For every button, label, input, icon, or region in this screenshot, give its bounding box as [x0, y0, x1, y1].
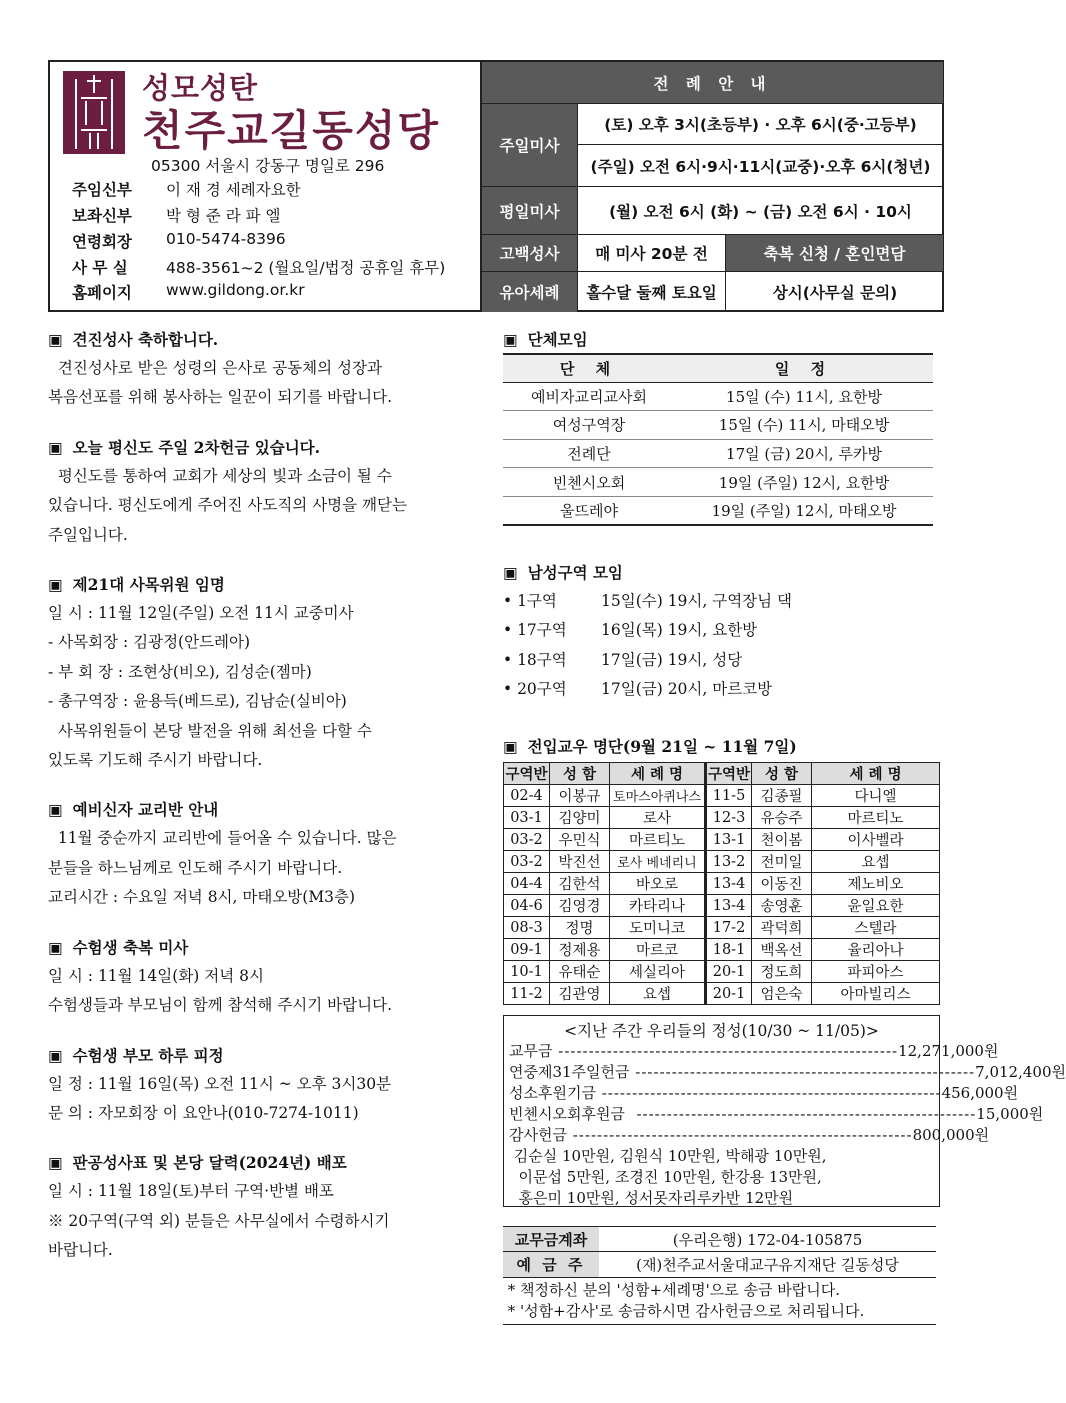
- account-holder-row: [503, 1252, 936, 1278]
- section-title: 단체모임: [527, 330, 588, 349]
- column-header: 단 체: [503, 354, 675, 382]
- list-item: [503, 646, 940, 675]
- name-cell: 송영훈: [752, 895, 812, 917]
- blessing-label: 축복 신청 / 혼인면담: [726, 235, 944, 272]
- district-label: • 1구역: [503, 592, 557, 610]
- info-label: 주임신부: [72, 181, 132, 199]
- group-schedule: 15일 (수) 11시, 마태오방: [675, 411, 933, 440]
- info-funeral: [72, 230, 286, 252]
- section-calendar: [48, 1151, 478, 1265]
- name-cell: 정제용: [550, 939, 610, 961]
- leader-dashes: --------------------------------------------------------: [624, 1105, 977, 1123]
- district-label: • 17구역: [503, 621, 567, 640]
- parish-info: [50, 62, 480, 310]
- text-line: 평신도를 통하여 교회가 세상의 빛과 소금이 될 수: [48, 466, 392, 485]
- name-cell: 정명: [550, 917, 610, 939]
- column-header: 일 정: [675, 354, 933, 382]
- table-row: [503, 439, 933, 468]
- district-cell: 11-5: [706, 785, 752, 807]
- offering-row: [509, 1125, 990, 1146]
- sunday-mass-sunday: (주일) 오전 6시·9시·11시(교중)·오후 6시(청년): [578, 145, 944, 187]
- baptismal-name-cell: 마르티노: [610, 829, 706, 851]
- square-bullet-icon: ▣: [48, 1154, 63, 1173]
- name-cell: 천이봄: [752, 829, 812, 851]
- table-row: [504, 829, 940, 851]
- list-item: [503, 587, 940, 616]
- bulletin-header: [48, 60, 944, 312]
- baptismal-name-cell: 마르코: [610, 939, 706, 961]
- text-line: 있습니다. 평신도에게 주어진 사도직의 사명을 깨닫는: [48, 496, 407, 515]
- name-cell: 이봉규: [550, 785, 610, 807]
- account-info: [503, 1226, 936, 1325]
- weekday-mass-times: (월) 오전 6시 (화) ~ (금) 오전 6시 · 10시: [578, 187, 944, 235]
- table-row: [504, 961, 940, 983]
- column-header: 세 례 명: [610, 763, 706, 785]
- list-item: [503, 616, 940, 645]
- baptismal-name-cell: 세실리아: [610, 961, 706, 983]
- district-cell: 11-2: [504, 983, 550, 1005]
- sunday-mass-saturday: (토) 오후 3시(초등부) · 오후 6시(중·고등부): [578, 104, 944, 145]
- name-cell: 유태순: [550, 961, 610, 983]
- district-cell: 03-2: [504, 851, 550, 873]
- text-line: 주일입니다.: [48, 525, 128, 544]
- leader-dashes: --------------------------------------------------------: [595, 1084, 942, 1102]
- group-name: 여성구역장: [503, 411, 675, 440]
- confession-label: 고백성사: [482, 235, 578, 272]
- offering-row: [509, 1104, 1044, 1125]
- text-line: 일 정 : 11월 16일(목) 오전 11시 ~ 오후 3시30분: [48, 1074, 392, 1093]
- info-label: 홈페이지: [72, 284, 132, 302]
- square-bullet-icon: ▣: [48, 331, 63, 349]
- text-line: 있도록 기도해 주시기 바랍니다.: [48, 751, 263, 770]
- info-value: 이 재 경 세례자요한: [166, 181, 301, 199]
- name-cell: 곽덕희: [752, 917, 812, 939]
- text-line: 문 의 : 자모회장 이 요안나(010-7274-1011): [48, 1103, 359, 1122]
- baptismal-name-cell: 로사: [610, 807, 706, 829]
- text-line: 견진성사로 받은 성령의 은사로 공동체의 성장과: [48, 359, 382, 377]
- section-men-districts: [503, 561, 940, 705]
- district-label: • 20구역: [503, 680, 567, 699]
- newcomers-body: [504, 785, 940, 1005]
- table-header: [503, 354, 933, 382]
- table-row: [503, 382, 933, 411]
- donor-line: 홍은미 10만원, 성서못자리루카반 12만원: [509, 1189, 794, 1207]
- district-cell: 13-4: [706, 895, 752, 917]
- info-label: 연령회장: [72, 233, 132, 251]
- table-row: [504, 983, 940, 1005]
- group-schedule: 19일 (주일) 12시, 요한방: [675, 468, 933, 497]
- district-label: • 18구역: [503, 650, 567, 669]
- list-item: [503, 675, 940, 704]
- section-parent-retreat: [48, 1044, 478, 1129]
- district-schedule: 17일(금) 19시, 성당: [601, 650, 743, 669]
- district-cell: 13-1: [706, 829, 752, 851]
- liturgy-title: 전 례 안 내: [482, 62, 944, 104]
- text-line: ※ 20구역(구역 외) 분들은 사무실에서 수령하시기: [48, 1211, 390, 1230]
- donor-line: 이문섭 5만원, 조경진 10만원, 한강용 13만원,: [509, 1168, 822, 1186]
- section-title: 예비신자 교리반 안내: [72, 800, 219, 820]
- offering-label: 교무금: [509, 1042, 553, 1060]
- section-title: 수험생 축복 미사: [72, 937, 189, 957]
- district-cell: 10-1: [504, 961, 550, 983]
- column-header: 세 례 명: [812, 763, 940, 785]
- district-cell: 13-2: [706, 851, 752, 873]
- district-cell: 03-1: [504, 807, 550, 829]
- section-confirmation: [48, 328, 478, 413]
- baptismal-name-cell: 카타리나: [610, 895, 706, 917]
- district-cell: 02-4: [504, 785, 550, 807]
- column-header: 성 함: [752, 763, 812, 785]
- square-bullet-icon: ▣: [48, 938, 63, 957]
- text-line: 교리시간 : 수요일 저녁 8시, 마태오방(M3층): [48, 888, 356, 907]
- district-cell: 20-1: [706, 983, 752, 1005]
- table-row: [504, 851, 940, 873]
- section-title: 오늘 평신도 주일 2차헌금 있습니다.: [72, 437, 321, 457]
- baptismal-name-cell: 윤일요한: [812, 895, 940, 917]
- parish-address: 05300 서울시 강동구 명일로 296: [151, 157, 385, 175]
- name-cell: 엄은숙: [752, 983, 812, 1005]
- text-line: 수험생들과 부모님이 함께 참석해 주시기 바랍니다.: [48, 996, 392, 1015]
- confession-time: 매 미사 20분 전: [578, 235, 726, 272]
- name-cell: 김영경: [550, 895, 610, 917]
- offering-label: 감사헌금: [509, 1126, 567, 1144]
- district-cell: 03-2: [504, 829, 550, 851]
- column-header: 구역반: [504, 763, 550, 785]
- table-row: [504, 939, 940, 961]
- baptismal-name-cell: 파피아스: [812, 961, 940, 983]
- district-cell: 09-1: [504, 939, 550, 961]
- bank-account-row: [503, 1226, 936, 1252]
- district-cell: 04-6: [504, 895, 550, 917]
- district-cell: 13-4: [706, 873, 752, 895]
- group-name: 울뜨레야: [503, 496, 675, 525]
- account-holder-value: (재)천주교서울대교구유지재단 길동성당: [636, 1256, 899, 1274]
- district-cell: 08-3: [504, 917, 550, 939]
- offering-amount: 15,000원: [976, 1105, 1044, 1123]
- name-cell: 백옥선: [752, 939, 812, 961]
- text-line: 사목위원들이 본당 발전을 위해 최선을 다할 수: [48, 721, 372, 740]
- table-row: [504, 895, 940, 917]
- district-cell: 04-4: [504, 873, 550, 895]
- text-line: - 총구역장 : 윤용득(베드로), 김남순(실비아): [48, 692, 347, 711]
- offering-label: 성소후원기금: [509, 1084, 596, 1102]
- name-cell: 정도희: [752, 961, 812, 983]
- info-label: 보좌신부: [72, 207, 132, 225]
- offering-amount: 7,012,400원: [975, 1063, 1066, 1081]
- parish-name: 천주교길동성당: [142, 106, 441, 155]
- leader-dashes: --------------------------------------------------------: [566, 1126, 913, 1144]
- baptism-label: 유아세례: [482, 272, 578, 312]
- district-schedule: 17일(금) 20시, 마르코방: [601, 680, 773, 699]
- baptismal-name-cell: 스텔라: [812, 917, 940, 939]
- offering-title: <지난 주간 우리들의 정성(10/30 ~ 11/05)>: [564, 1022, 879, 1040]
- section-title: 판공성사표 및 본당 달력(2024년) 배포: [72, 1153, 347, 1173]
- square-bullet-icon: ▣: [48, 438, 63, 457]
- groups-heading: [503, 328, 940, 354]
- section-pastoral-council: [48, 573, 478, 775]
- square-bullet-icon: ▣: [503, 738, 518, 756]
- account-holder-label: 예 금 주: [503, 1252, 599, 1277]
- table-row: [504, 873, 940, 895]
- baptismal-name-cell: 바오로: [610, 873, 706, 895]
- offering-label: 빈첸시오회후원금: [509, 1105, 625, 1123]
- column-header: 성 함: [550, 763, 610, 785]
- name-cell: 유승주: [752, 807, 812, 829]
- table-row: [503, 496, 933, 525]
- leader-dashes: --------------------------------------------------------: [629, 1063, 976, 1081]
- sunday-mass-label: 주일미사: [482, 104, 578, 187]
- offering-row: [509, 1041, 999, 1062]
- info-pastor: [72, 178, 301, 200]
- group-name: 예비자교리교사회: [503, 382, 675, 411]
- section-title: 전입교우 명단(9월 21일 ~ 11월 7일): [527, 737, 797, 756]
- square-bullet-icon: ▣: [48, 576, 63, 595]
- baptismal-name-cell: 도미니코: [610, 917, 706, 939]
- square-bullet-icon: ▣: [503, 331, 518, 349]
- text-line: 11월 중순까지 교리반에 들어올 수 있습니다. 많은: [48, 829, 397, 848]
- info-label: 사 무 실: [72, 259, 128, 277]
- text-line: 일 시 : 11월 18일(토)부터 구역·반별 배포: [48, 1182, 334, 1201]
- name-cell: 김양미: [550, 807, 610, 829]
- square-bullet-icon: ▣: [503, 564, 518, 582]
- table-row: [503, 411, 933, 440]
- name-cell: 이동진: [752, 873, 812, 895]
- liturgy-schedule: [480, 62, 944, 310]
- offering-summary: [503, 1015, 1066, 1207]
- text-line: 일 시 : 11월 12일(주일) 오전 11시 교중미사: [48, 604, 354, 623]
- baptismal-name-cell: 마르티노: [812, 807, 940, 829]
- offering-row: [509, 1062, 1066, 1083]
- name-cell: 김종필: [752, 785, 812, 807]
- group-schedule: 19일 (주일) 12시, 마태오방: [675, 496, 933, 525]
- newcomers-heading: [503, 735, 940, 761]
- square-bullet-icon: ▣: [48, 1046, 63, 1065]
- baptism-schedule: 홀수달 둘째 토요일: [578, 272, 726, 312]
- name-cell: 전미일: [752, 851, 812, 873]
- leader-dashes: --------------------------------------------------------: [552, 1042, 899, 1060]
- baptismal-name-cell: 이사벨라: [812, 829, 940, 851]
- section-title: 제21대 사목위원 임명: [72, 575, 225, 595]
- name-cell: 김한석: [550, 873, 610, 895]
- offering-row: [509, 1083, 1019, 1104]
- district-cell: 20-1: [706, 961, 752, 983]
- text-line: - 부 회 장 : 조현상(비오), 김성순(젬마): [48, 662, 312, 681]
- offering-label: 연중제31주일헌금: [509, 1063, 630, 1081]
- info-value: 010-5474-8396: [166, 230, 286, 248]
- table-row: [504, 785, 940, 807]
- info-value: 488-3561~2 (월요일/법정 공휴일 휴무): [166, 259, 446, 277]
- parish-logo-icon: [63, 71, 125, 154]
- group-name: 빈첸시오회: [503, 468, 675, 497]
- column-header: 구역반: [706, 763, 752, 785]
- baptismal-name-cell: 로사 베네리니: [610, 851, 706, 873]
- district-cell: 17-2: [706, 917, 752, 939]
- group-schedule: 15일 (수) 11시, 요한방: [675, 382, 933, 411]
- section-title: 견진성사 축하합니다.: [72, 330, 219, 349]
- baptismal-name-cell: 토마스아퀴나스: [610, 785, 706, 807]
- name-cell: 우민식: [550, 829, 610, 851]
- bank-account-label: 교무금계좌: [503, 1227, 599, 1251]
- left-column: [48, 328, 478, 1266]
- district-cell: 18-1: [706, 939, 752, 961]
- section-exam-mass: [48, 936, 478, 1021]
- baptismal-name-cell: 요셉: [610, 983, 706, 1005]
- baptismal-name-cell: 다니엘: [812, 785, 940, 807]
- bank-account-value: (우리은행) 172-04-105875: [672, 1230, 863, 1249]
- text-line: 일 시 : 11월 14일(화) 저녁 8시: [48, 966, 264, 985]
- group-meetings-table: [503, 353, 933, 526]
- district-schedule: 15일(수) 19시, 구역장님 댁: [601, 592, 793, 610]
- account-note: * 책정하신 분의 '성함+세례명'으로 송금 바랍니다.: [503, 1281, 841, 1299]
- group-name: 전례단: [503, 439, 675, 468]
- offering-amount: 12,271,000원: [898, 1042, 999, 1060]
- text-line: 바랍니다.: [48, 1241, 113, 1260]
- info-assistant: [72, 204, 280, 226]
- table-row: [503, 468, 933, 497]
- section-title: 남성구역 모임: [527, 563, 623, 582]
- info-homepage: [72, 281, 305, 303]
- square-bullet-icon: ▣: [48, 801, 63, 820]
- offering-amount: 456,000원: [941, 1084, 1019, 1102]
- baptismal-name-cell: 율리아나: [812, 939, 940, 961]
- weekday-mass-label: 평일미사: [482, 187, 578, 235]
- info-value: 박 형 준 라 파 엘: [166, 207, 281, 225]
- text-line: 복음선포를 위해 봉사하는 일꾼이 되기를 바랍니다.: [48, 388, 392, 407]
- account-note: * '성함+감사'로 송금하시면 감사헌금으로 처리됩니다.: [503, 1301, 936, 1325]
- table-header: [504, 763, 940, 785]
- homepage-link[interactable]: www.gildong.or.kr: [166, 281, 305, 299]
- logo-subtitle: 성모성탄: [142, 71, 259, 105]
- table-row: [504, 807, 940, 829]
- name-cell: 김관영: [550, 983, 610, 1005]
- table-row: [504, 917, 940, 939]
- district-schedule: 16일(목) 19시, 요한방: [601, 621, 758, 640]
- section-laity-sunday: [48, 436, 478, 550]
- newcomers-table: [503, 762, 940, 1005]
- name-cell: 박진선: [550, 851, 610, 873]
- text-line: - 사목회장 : 김광정(안드레아): [48, 633, 251, 652]
- offering-amount: 800,000원: [912, 1126, 990, 1144]
- text-line: 분들을 하느님께로 인도해 주시기 바랍니다.: [48, 858, 343, 877]
- district-cell: 12-3: [706, 807, 752, 829]
- info-office: [72, 256, 445, 278]
- section-catechumen: [48, 798, 478, 912]
- baptismal-name-cell: 제노비오: [812, 873, 940, 895]
- section-title: 수험생 부모 하루 피정: [72, 1045, 224, 1065]
- baptismal-name-cell: 요셉: [812, 851, 940, 873]
- blessing-schedule: 상시(사무실 문의): [772, 284, 898, 302]
- baptismal-name-cell: 아마빌리스: [812, 983, 940, 1005]
- group-schedule: 17일 (금) 20시, 루카방: [675, 439, 933, 468]
- donor-line: 김순실 10만원, 김원식 10만원, 박해광 10만원,: [509, 1147, 827, 1165]
